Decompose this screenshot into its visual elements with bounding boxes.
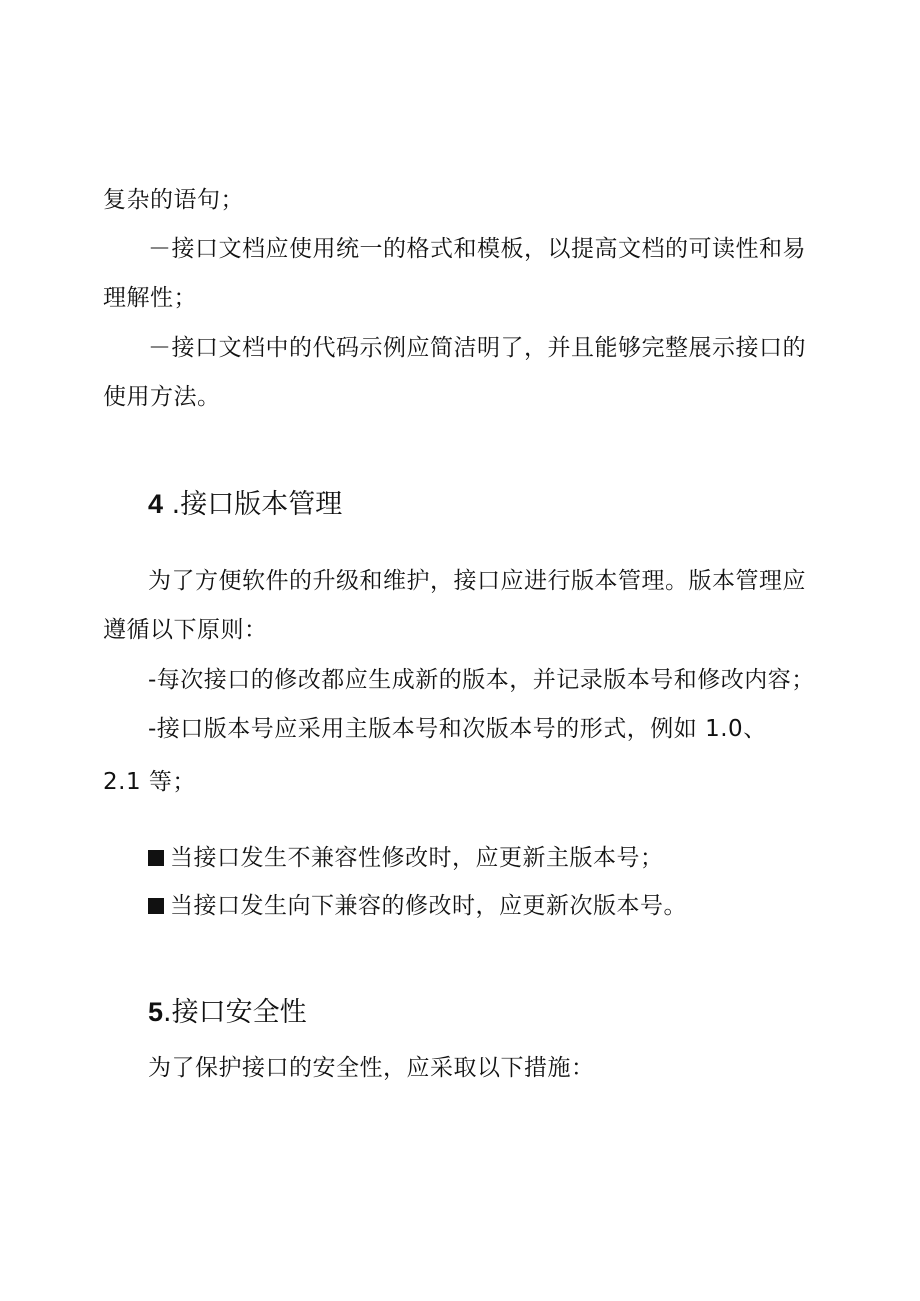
continued-text: 复杂的语句； [103, 187, 244, 213]
list-item-continuation: 2.1 等； [103, 769, 196, 795]
sub-list-item [148, 843, 664, 873]
sub-list-item-text: 当接口发生向下兼容的修改时，应更新次版本号。 [170, 893, 687, 919]
section-title: .接口安全性 [163, 997, 307, 1028]
section-number: 4 [148, 489, 164, 519]
sub-list-item [148, 891, 687, 921]
list-item: －接口文档应使用统一的格式和模板，以提高文档的可读性和易 [148, 236, 806, 262]
section-heading-4 [148, 487, 342, 522]
square-bullet-icon [148, 850, 164, 866]
paragraph: 为了方便软件的升级和维护，接口应进行版本管理。版本管理应 [148, 568, 806, 594]
section-title: .接口版本管理 [171, 489, 343, 520]
paragraph: 为了保护接口的安全性，应采取以下措施： [148, 1055, 595, 1081]
list-item-continuation: 使用方法。 [103, 384, 221, 410]
sub-list-item-text: 当接口发生不兼容性修改时，应更新主版本号； [170, 845, 664, 871]
list-item: -每次接口的修改都应生成新的版本，并记录版本号和修改内容； [148, 667, 815, 693]
section-heading-5 [148, 995, 307, 1030]
list-item-continuation: 理解性； [103, 285, 197, 311]
paragraph-continuation: 遵循以下原则： [103, 617, 268, 643]
list-item: －接口文档中的代码示例应简洁明了，并且能够完整展示接口的 [148, 335, 806, 361]
section-number: 5 [148, 997, 164, 1027]
list-item: -接口版本号应采用主版本号和次版本号的形式，例如 1.0、 [148, 716, 767, 742]
square-bullet-icon [148, 898, 164, 914]
